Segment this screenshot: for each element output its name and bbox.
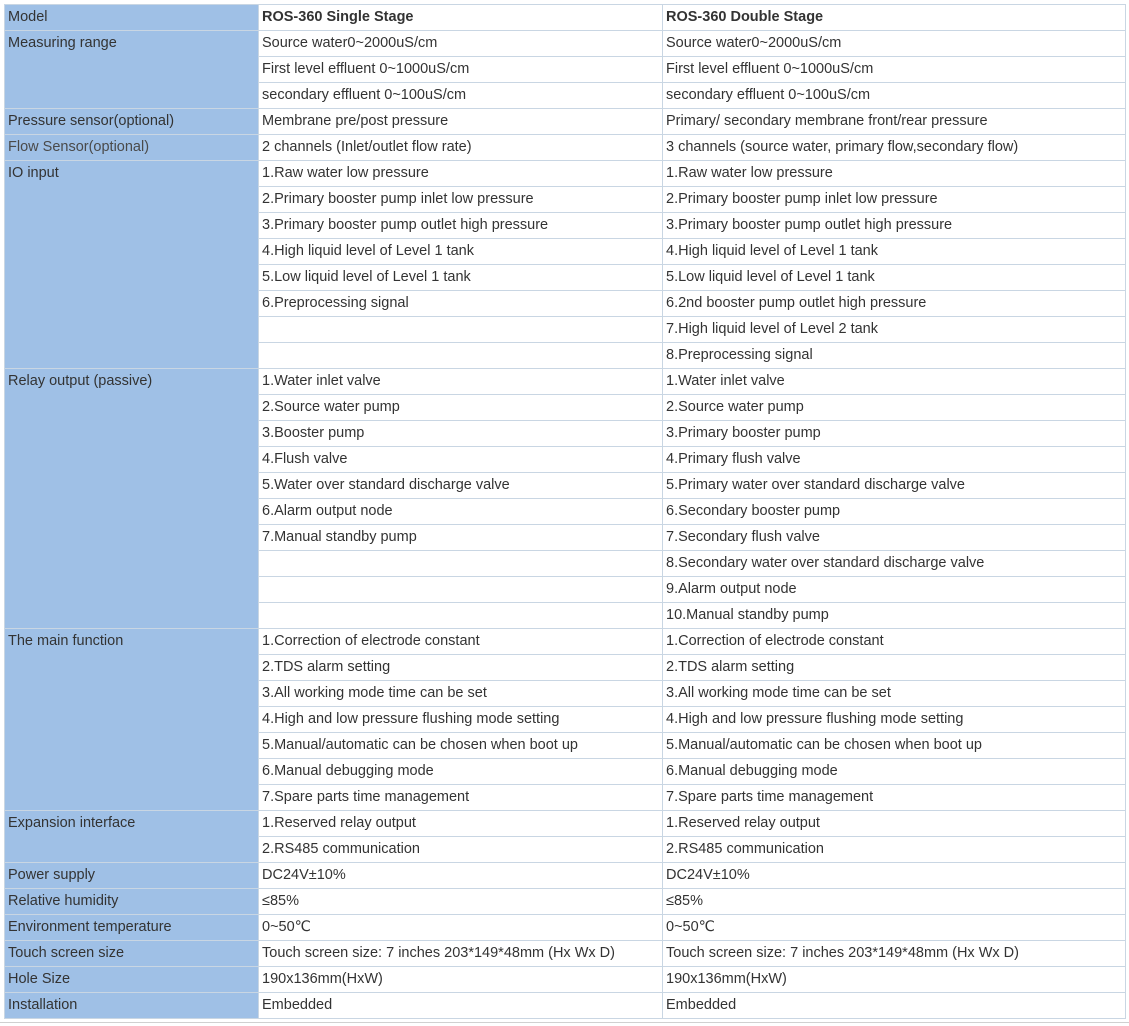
double-stage-cell: 10.Manual standby pump: [663, 603, 1126, 629]
single-stage-cell: DC24V±10%: [259, 863, 663, 889]
single-stage-cell: 190x136mm(HxW): [259, 967, 663, 993]
table-row: [5, 889, 1126, 915]
single-stage-cell: 7.Manual standby pump: [259, 525, 663, 551]
double-stage-cell: 190x136mm(HxW): [663, 967, 1126, 993]
single-stage-cell: 0~50℃: [259, 915, 663, 941]
table-row: [5, 629, 1126, 655]
single-stage-cell: 1.Correction of electrode constant: [259, 629, 663, 655]
single-stage-cell: [259, 577, 663, 603]
double-stage-cell: 2.RS485 communication: [663, 837, 1126, 863]
single-stage-cell: 3.Booster pump: [259, 421, 663, 447]
table-row: [5, 941, 1126, 967]
double-stage-cell: 5.Manual/automatic can be chosen when boot up: [663, 733, 1126, 759]
double-stage-cell: secondary effluent 0~100uS/cm: [663, 83, 1126, 109]
double-stage-cell: 5.Primary water over standard discharge valve: [663, 473, 1126, 499]
double-stage-cell: 3.Primary booster pump: [663, 421, 1126, 447]
double-stage-cell: Primary/ secondary membrane front/rear pressure: [663, 109, 1126, 135]
single-stage-cell: [259, 551, 663, 577]
double-stage-cell: 1.Correction of electrode constant: [663, 629, 1126, 655]
single-stage-cell: 5.Water over standard discharge valve: [259, 473, 663, 499]
single-stage-cell: 3.All working mode time can be set: [259, 681, 663, 707]
table-row: [5, 135, 1126, 161]
table-row: [5, 967, 1126, 993]
single-stage-cell: Source water0~2000uS/cm: [259, 31, 663, 57]
row-label: Touch screen size: [5, 941, 259, 967]
double-stage-cell: 1.Raw water low pressure: [663, 161, 1126, 187]
double-stage-cell: Source water0~2000uS/cm: [663, 31, 1126, 57]
single-stage-cell: 4.Flush valve: [259, 447, 663, 473]
table-row: [5, 863, 1126, 889]
single-stage-cell: 1.Raw water low pressure: [259, 161, 663, 187]
double-stage-cell: First level effluent 0~1000uS/cm: [663, 57, 1126, 83]
single-stage-cell: First level effluent 0~1000uS/cm: [259, 57, 663, 83]
spec-table: [4, 4, 1126, 1019]
spec-table-body: [5, 5, 1126, 1019]
row-label: Pressure sensor(optional): [5, 109, 259, 135]
single-stage-cell: 2.Primary booster pump inlet low pressure: [259, 187, 663, 213]
single-stage-cell: 2 channels (Inlet/outlet flow rate): [259, 135, 663, 161]
header-row: [5, 5, 1126, 31]
double-stage-cell: 9.Alarm output node: [663, 577, 1126, 603]
table-row: [5, 369, 1126, 395]
double-stage-cell: Touch screen size: 7 inches 203*149*48mm (Hx Wx D): [663, 941, 1126, 967]
double-stage-cell: 8.Secondary water over standard discharge valve: [663, 551, 1126, 577]
double-stage-cell: 8.Preprocessing signal: [663, 343, 1126, 369]
single-stage-cell: 2.TDS alarm setting: [259, 655, 663, 681]
single-stage-cell: 1.Water inlet valve: [259, 369, 663, 395]
single-stage-cell: ≤85%: [259, 889, 663, 915]
row-label: Relative humidity: [5, 889, 259, 915]
double-stage-cell: ≤85%: [663, 889, 1126, 915]
table-row: [5, 161, 1126, 187]
single-stage-cell: 4.High liquid level of Level 1 tank: [259, 239, 663, 265]
double-stage-cell: 1.Water inlet valve: [663, 369, 1126, 395]
double-stage-cell: 4.Primary flush valve: [663, 447, 1126, 473]
model-label: Model: [5, 5, 259, 31]
double-stage-cell: 3 channels (source water, primary flow,secondary flow): [663, 135, 1126, 161]
row-label: Relay output (passive): [5, 369, 259, 629]
single-stage-cell: Touch screen size: 7 inches 203*149*48mm (Hx Wx D): [259, 941, 663, 967]
single-stage-cell: 6.Alarm output node: [259, 499, 663, 525]
single-stage-cell: [259, 343, 663, 369]
double-stage-cell: 4.High and low pressure flushing mode setting: [663, 707, 1126, 733]
row-label: Measuring range: [5, 31, 259, 109]
double-stage-cell: 6.Manual debugging mode: [663, 759, 1126, 785]
single-stage-header: ROS-360 Single Stage: [259, 5, 663, 31]
single-stage-cell: 7.Spare parts time management: [259, 785, 663, 811]
single-stage-cell: 1.Reserved relay output: [259, 811, 663, 837]
double-stage-cell: DC24V±10%: [663, 863, 1126, 889]
table-row: [5, 109, 1126, 135]
row-label: Expansion interface: [5, 811, 259, 863]
table-row: [5, 811, 1126, 837]
single-stage-cell: 2.RS485 communication: [259, 837, 663, 863]
double-stage-cell: 2.TDS alarm setting: [663, 655, 1126, 681]
double-stage-cell: Embedded: [663, 993, 1126, 1019]
bottom-divider: [0, 1022, 1129, 1023]
double-stage-cell: 7.High liquid level of Level 2 tank: [663, 317, 1126, 343]
single-stage-cell: 6.Manual debugging mode: [259, 759, 663, 785]
double-stage-cell: 1.Reserved relay output: [663, 811, 1126, 837]
single-stage-cell: [259, 603, 663, 629]
single-stage-cell: 2.Source water pump: [259, 395, 663, 421]
double-stage-cell: 6.2nd booster pump outlet high pressure: [663, 291, 1126, 317]
double-stage-cell: 7.Spare parts time management: [663, 785, 1126, 811]
double-stage-cell: 0~50℃: [663, 915, 1126, 941]
double-stage-cell: 7.Secondary flush valve: [663, 525, 1126, 551]
double-stage-cell: 3.Primary booster pump outlet high pressure: [663, 213, 1126, 239]
double-stage-cell: 6.Secondary booster pump: [663, 499, 1126, 525]
double-stage-cell: 2.Source water pump: [663, 395, 1126, 421]
table-row: [5, 31, 1126, 57]
double-stage-header: ROS-360 Double Stage: [663, 5, 1126, 31]
row-label: Power supply: [5, 863, 259, 889]
single-stage-cell: 6.Preprocessing signal: [259, 291, 663, 317]
single-stage-cell: secondary effluent 0~100uS/cm: [259, 83, 663, 109]
table-row: [5, 993, 1126, 1019]
single-stage-cell: Embedded: [259, 993, 663, 1019]
table-row: [5, 915, 1126, 941]
row-label: Environment temperature: [5, 915, 259, 941]
row-label: IO input: [5, 161, 259, 369]
row-label: Installation: [5, 993, 259, 1019]
row-label: The main function: [5, 629, 259, 811]
single-stage-cell: 3.Primary booster pump outlet high pressure: [259, 213, 663, 239]
double-stage-cell: 4.High liquid level of Level 1 tank: [663, 239, 1126, 265]
single-stage-cell: 5.Manual/automatic can be chosen when boot up: [259, 733, 663, 759]
single-stage-cell: 5.Low liquid level of Level 1 tank: [259, 265, 663, 291]
double-stage-cell: 2.Primary booster pump inlet low pressure: [663, 187, 1126, 213]
row-label: Flow Sensor(optional): [5, 135, 259, 161]
row-label: Hole Size: [5, 967, 259, 993]
single-stage-cell: Membrane pre/post pressure: [259, 109, 663, 135]
double-stage-cell: 5.Low liquid level of Level 1 tank: [663, 265, 1126, 291]
single-stage-cell: [259, 317, 663, 343]
double-stage-cell: 3.All working mode time can be set: [663, 681, 1126, 707]
single-stage-cell: 4.High and low pressure flushing mode setting: [259, 707, 663, 733]
